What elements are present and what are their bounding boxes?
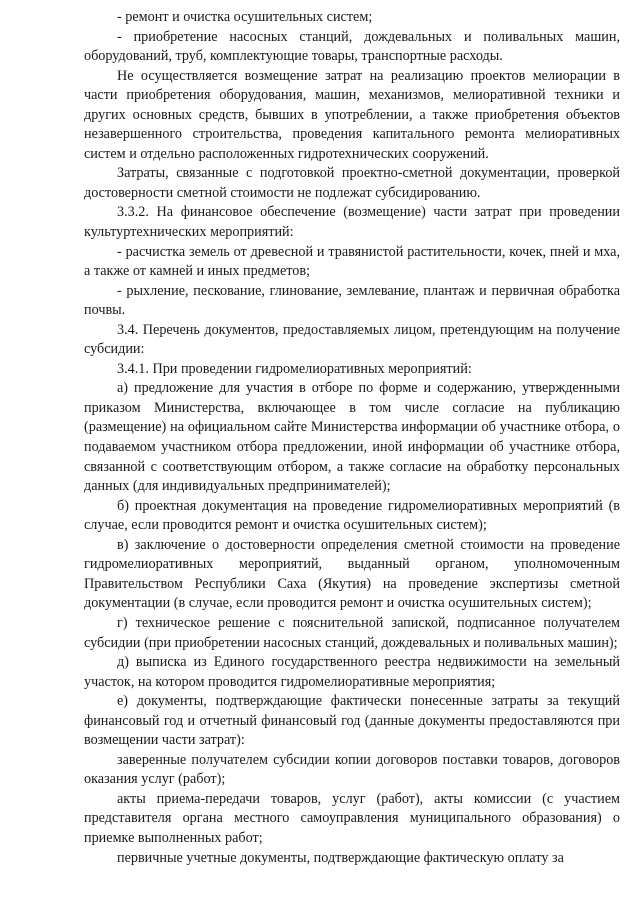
list-item-clearing: - расчистка земель от древесной и травянистой растительности, кочек, пней и мха, а также от камней и иных предметов;	[84, 243, 620, 280]
clause-3-3-2: 3.3.2. На финансовое обеспечение (возмещение) части затрат при проведении культуртехнических мероприятий:	[84, 204, 620, 241]
paragraph-contract-copies: заверенные получателем субсидии копии договоров поставки товаров, договоров оказания услуг (работ);	[84, 751, 620, 788]
list-item-purchase: - приобретение насосных станций, дождевальных и поливальных машин, оборудований, труб, комплектующие товары, транспортные расходы.	[84, 28, 620, 65]
clause-3-4: 3.4. Перечень документов, предоставляемых лицом, претендующим на получение субсидии:	[84, 321, 620, 358]
paragraph-no-reimbursement: Не осуществляется возмещение затрат на реализацию проектов мелиорации в части приобретения оборудования, машин, механизмов, мелиоративной техники и других основных средств, бывших в употреблении, а также приобретения объектов незавершенного строительства, проведения капитального ремонта мелиоративных систем и отдельно расположенных гидротехнических сооружений.	[84, 67, 620, 162]
clause-3-4-1: 3.4.1. При проведении гидромелиоративных мероприятий:	[117, 360, 472, 377]
item-d-registry-extract: д) выписка из Единого государственного реестра недвижимости на земельный участок, на котором проводится гидромелиоративные мероприятия;	[84, 654, 620, 690]
item-a-proposal: а) предложение для участия в отборе по форме и содержанию, утвержденными приказом Министерства, включающее в том числе согласие на публикацию (размещение) на официальном сайте Министерства информации об участнике отбора, о подаваемом участником отбора предложении, иной информации об участнике отбора, связанной с соответствующим отбором, а также согласие на обработку персональных данных (для индивидуальных предпринимателей);	[84, 380, 620, 495]
paragraph-primary-docs: первичные учетные документы, подтверждающие фактическую оплату за	[117, 849, 564, 866]
item-v-conclusion: в) заключение о достоверности определения сметной стоимости на проведение гидромелиоративных мероприятий, выданный органом, уполномоченным Правительством Республики Саха (Якутия) на проведение экспертизы сметной документации (в случае, если проводится ремонт и очистка осушительных систем);	[84, 536, 620, 612]
item-b-project-docs: б) проектная документация на проведение гидромелиоративных мероприятий (в случае, если проводится ремонт и очистка осушительных систем);	[84, 497, 620, 534]
item-g-technical-solution: г) техническое решение с пояснительной запиской, подписанное получателем субсидии (при приобретении насосных станций, дождевальных и поливальных машин);	[84, 614, 620, 651]
paragraph-acceptance-acts: акты приема-передачи товаров, услуг (работ), акты комиссии (с участием представителя органа местного самоуправления муниципального образования) о приемке выполненных работ;	[84, 790, 620, 846]
list-item-loosening: - рыхление, пескование, глинование, землевание, плантаж и первичная обработка почвы.	[84, 282, 620, 319]
paragraph-design-costs: Затраты, связанные с подготовкой проектно-сметной документации, проверкой достоверности сметной стоимости не подлежат субсидированию.	[84, 165, 620, 201]
item-e-cost-documents: е) документы, подтверждающие фактически понесенные затраты за текущий финансовый год и отчетный финансовый год (данные документы предоставляются при возмещении части затрат):	[84, 693, 620, 749]
list-item-repair: - ремонт и очистка осушительных систем;	[117, 9, 373, 25]
